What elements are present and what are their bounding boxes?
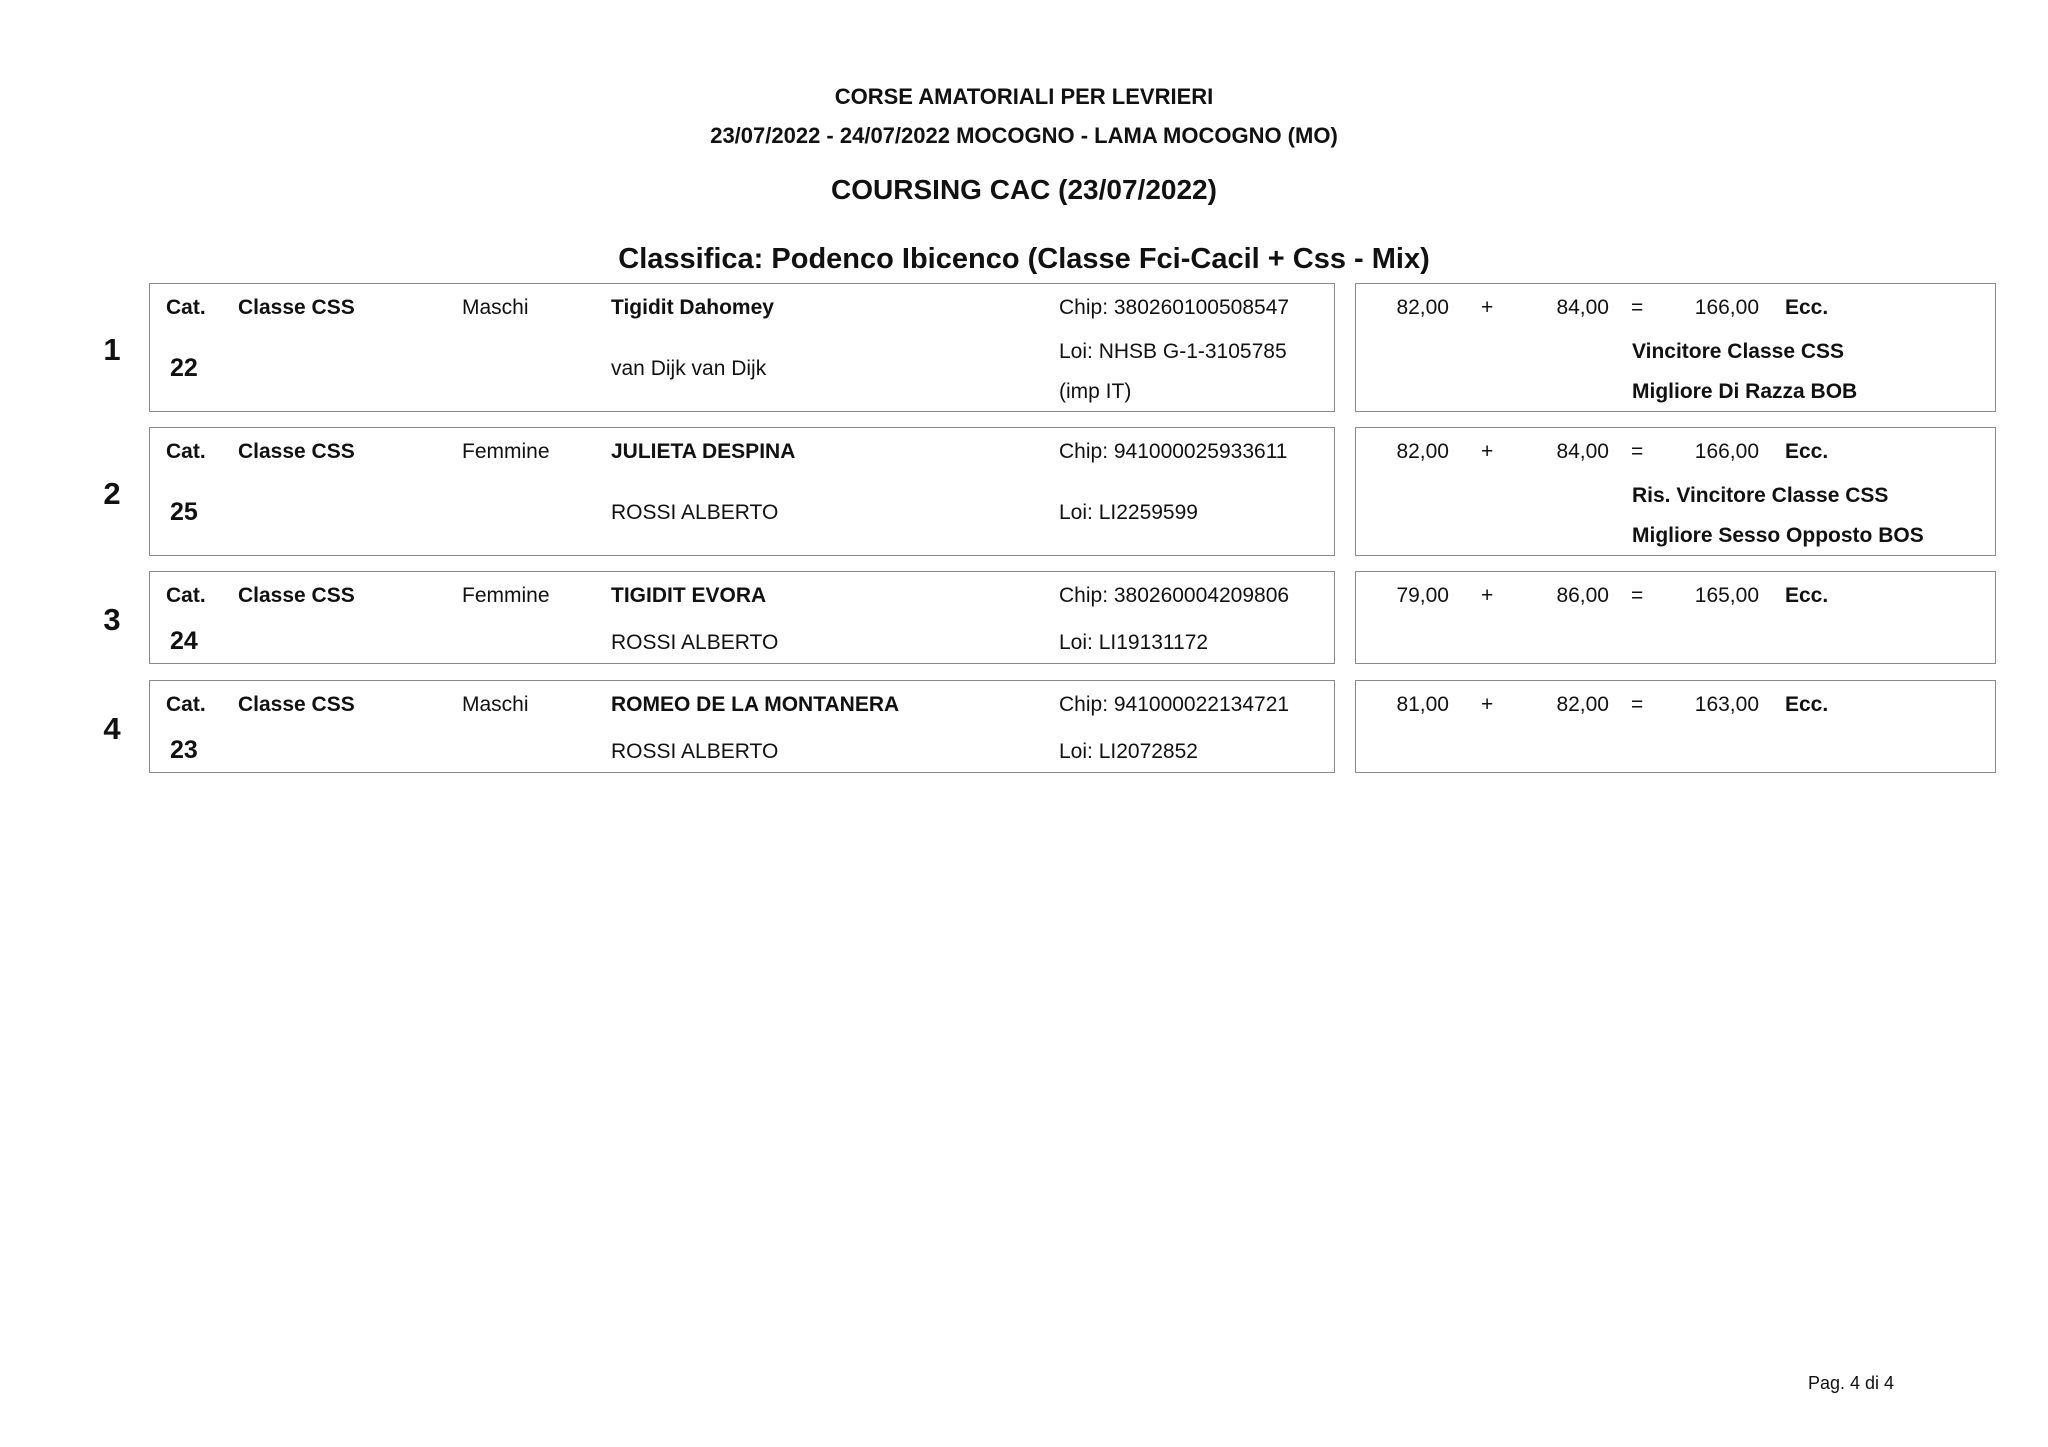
cat-label: Cat.	[166, 440, 206, 463]
entry-details-box	[149, 680, 1335, 773]
qualifica: Ecc.	[1785, 440, 1829, 463]
loi-number: Loi: LI2259599	[1059, 501, 1198, 524]
rank-number: 4	[103, 711, 121, 746]
equals-sign: =	[1631, 440, 1644, 463]
total-score: 166,00	[1694, 440, 1759, 463]
catalog-number: 24	[170, 627, 198, 655]
owner-name: van Dijk van Dijk	[611, 357, 767, 380]
plus-sign: +	[1481, 296, 1494, 319]
competition-title: COURSING CAC (23/07/2022)	[831, 174, 1217, 205]
score-2: 86,00	[1556, 584, 1609, 607]
plus-sign: +	[1481, 584, 1494, 607]
dog-name: TIGIDIT EVORA	[611, 584, 767, 607]
sex-label: Maschi	[462, 296, 529, 319]
equals-sign: =	[1631, 693, 1644, 716]
score-1: 81,00	[1396, 693, 1449, 716]
score-1: 79,00	[1396, 584, 1449, 607]
award-2: Migliore Sesso Opposto BOS	[1632, 524, 1924, 547]
award-1: Vincitore Classe CSS	[1632, 340, 1845, 363]
event-title: CORSE AMATORIALI PER LEVRIERI	[834, 84, 1214, 109]
entry-score-box	[1355, 571, 1996, 664]
qualifica: Ecc.	[1785, 584, 1829, 607]
chip-number: Chip: 380260100508547	[1059, 296, 1290, 319]
cat-label: Cat.	[166, 296, 206, 319]
chip-number: Chip: 941000022134721	[1059, 693, 1290, 716]
equals-sign: =	[1631, 584, 1644, 607]
score-1: 82,00	[1396, 440, 1449, 463]
plus-sign: +	[1481, 693, 1494, 716]
plus-sign: +	[1481, 440, 1494, 463]
entry-score-box	[1355, 283, 1996, 412]
class-label: Classe CSS	[238, 693, 355, 716]
entry-details-box	[149, 283, 1335, 412]
owner-name: ROSSI ALBERTO	[611, 740, 779, 763]
sex-label: Maschi	[462, 693, 529, 716]
rank-number: 2	[103, 476, 121, 511]
cat-label: Cat.	[166, 693, 206, 716]
score-2: 84,00	[1556, 440, 1609, 463]
event-dates-location: 23/07/2022 - 24/07/2022 MOCOGNO - LAMA MOCOGNO (MO)	[710, 123, 1338, 148]
page-number: Pag. 4 di 4	[1808, 1373, 1895, 1393]
entry-score-box	[1355, 680, 1996, 773]
total-score: 165,00	[1694, 584, 1759, 607]
dog-name: ROMEO DE LA MONTANERA	[611, 693, 900, 716]
class-label: Classe CSS	[238, 440, 355, 463]
catalog-number: 23	[170, 736, 198, 764]
entry-details-box	[149, 571, 1335, 664]
cat-label: Cat.	[166, 584, 206, 607]
score-1: 82,00	[1396, 296, 1449, 319]
dog-name: JULIETA DESPINA	[611, 440, 796, 463]
loi-extra: (imp IT)	[1059, 380, 1132, 403]
chip-number: Chip: 941000025933611	[1059, 440, 1288, 463]
ranking-title: Classifica: Podenco Ibicenco (Classe Fci-Cacil + Css - Mix)	[618, 243, 1430, 275]
dog-name: Tigidit Dahomey	[611, 296, 774, 319]
loi-number: Loi: LI19131172	[1059, 631, 1209, 654]
entry-details-box	[149, 427, 1335, 556]
qualifica: Ecc.	[1785, 296, 1829, 319]
loi-number: Loi: LI2072852	[1059, 740, 1198, 763]
total-score: 163,00	[1694, 693, 1759, 716]
owner-name: ROSSI ALBERTO	[611, 501, 779, 524]
catalog-number: 22	[170, 354, 198, 382]
class-label: Classe CSS	[238, 296, 355, 319]
score-2: 84,00	[1556, 296, 1609, 319]
award-1: Ris. Vincitore Classe CSS	[1632, 484, 1889, 507]
qualifica: Ecc.	[1785, 693, 1829, 716]
loi-number: Loi: NHSB G-1-3105785	[1059, 340, 1287, 363]
total-score: 166,00	[1694, 296, 1759, 319]
class-label: Classe CSS	[238, 584, 355, 607]
owner-name: ROSSI ALBERTO	[611, 631, 779, 654]
sex-label: Femmine	[462, 440, 550, 463]
rank-number: 1	[103, 332, 121, 367]
catalog-number: 25	[170, 498, 198, 526]
entry-score-box	[1355, 427, 1996, 556]
rank-number: 3	[103, 602, 121, 637]
award-2: Migliore Di Razza BOB	[1632, 380, 1858, 403]
chip-number: Chip: 380260004209806	[1059, 584, 1290, 607]
sex-label: Femmine	[462, 584, 550, 607]
score-2: 82,00	[1556, 693, 1609, 716]
equals-sign: =	[1631, 296, 1644, 319]
